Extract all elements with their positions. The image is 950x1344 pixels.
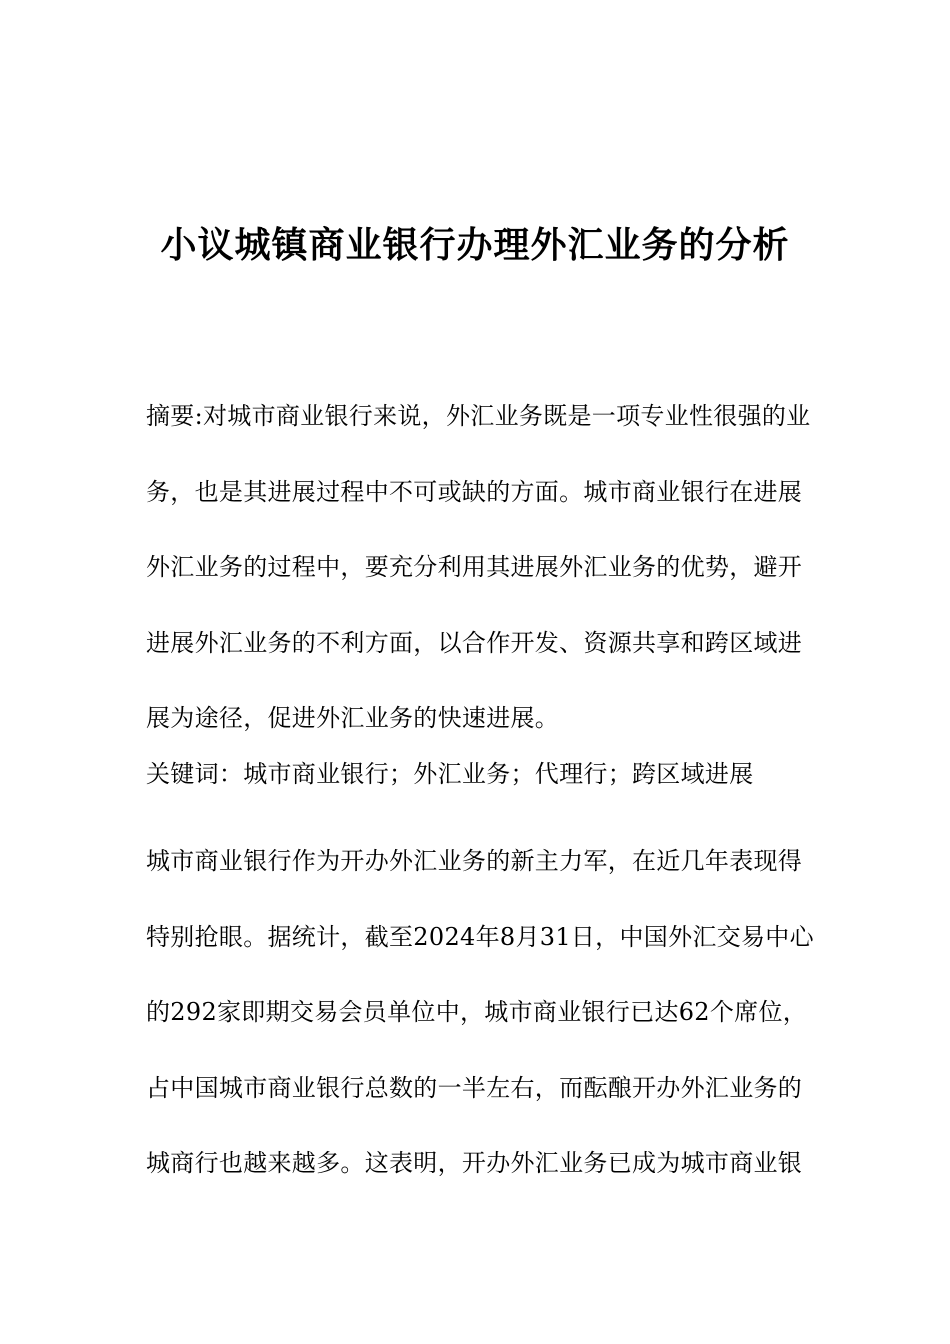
abstract-paragraph: 摘要:对城市商业银行来说，外汇业务既是一项专业性很强的业务，也是其进展过程中不可或缺的方面。城市商业银行在进展外汇业务的过程中，要充分利用其进展外汇业务的优势，避开进展外汇业务的不利方面，以合作开发、资源共享和跨区域进展为途径，促进外汇业务的快速进展。 (146, 402, 811, 732)
body-paragraph: 城市商业银行作为开办外汇业务的新主力军，在近几年表现得特别抢眼。据统计，截至2024年8月31日，中国外汇交易中心的292家即期交易会员单位中，城市商业银行已达62个席位，占中国城市商业银行总数的一半左右，而酝酿开办外汇业务的城商行也越来越多。这表明，开办外汇业务已成为城市商业银 (146, 847, 814, 1177)
keywords-line: 关键词：城市商业银行；外汇业务；代理行；跨区域进展 (146, 760, 754, 788)
document-title: 小议城镇商业银行办理外汇业务的分析 (160, 225, 790, 266)
